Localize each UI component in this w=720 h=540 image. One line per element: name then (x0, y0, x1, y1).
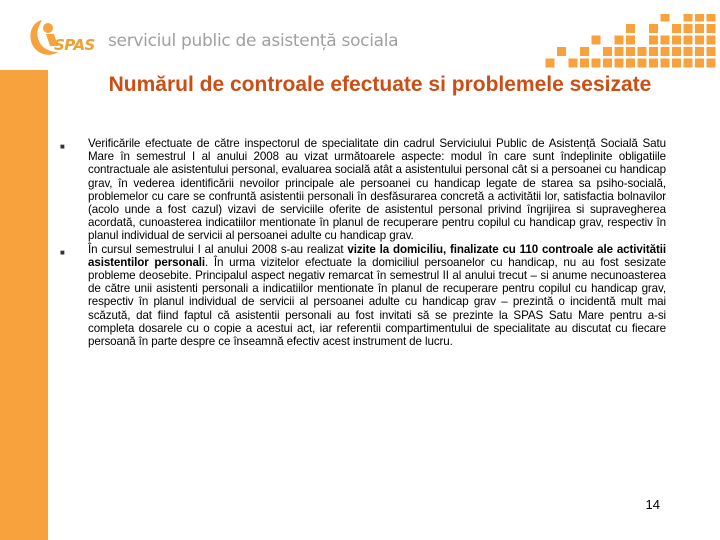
bullet-item (60, 243, 666, 349)
decorative-square (695, 36, 704, 45)
decorative-square (592, 59, 601, 68)
bullet-text-part: . În urma vizitelor efectuate la domiciliul persoanelor cu handicap, nu au fost sesizate probleme deosebite. Principalul aspect negativ remarcat în semestrul II al anului trecut – si anume necunoasterea de către unii asistenti personali a indicatiilor mentionate în planul de recuperare pentru copilul cu handicap grav, respectiv în planul individual de servicii al persoanei adulte cu handicap grav – prezintă o incidentă mult mai scăzută, dat fiind faptul că asistentii personali au fost invitati să se prezinte la SPAS Satu Mare pentru a-si completa dosarele cu o copie a acestui act, iar referentii compartimentului de specialitate au discutat cu fiecare persoană în parte despre ce înseamnă efectiv acest instrument de lucru. (88, 255, 666, 349)
decorative-square (638, 47, 647, 56)
decorative-square (649, 24, 658, 33)
decorative-square (684, 59, 693, 68)
decorative-square (649, 36, 658, 45)
decorative-square (603, 59, 612, 68)
bullet-item (60, 137, 666, 243)
decorative-square (707, 47, 716, 56)
decorative-square (546, 59, 555, 68)
decorative-square (684, 47, 693, 56)
slide-content (60, 137, 666, 348)
decorative-square (603, 47, 612, 56)
decorative-square (695, 59, 704, 68)
decorative-square (695, 14, 704, 22)
sidebar-accent-bar (0, 70, 48, 540)
decorative-square (626, 36, 635, 45)
decorative-square (638, 59, 647, 68)
decorative-square (615, 36, 624, 45)
decorative-square (672, 47, 681, 56)
bullet-icon: ■ (60, 142, 65, 151)
decorative-square (557, 47, 566, 56)
decorative-square (592, 36, 601, 45)
header-tagline: serviciul public de asistență sociala (108, 31, 399, 51)
decorative-square (626, 59, 635, 68)
decorative-square (672, 36, 681, 45)
decorative-square (615, 47, 624, 56)
bullet-text-bold: vizite la domiciliu, finalizate cu 110 controale ale activitătii asistentilor personali (88, 242, 666, 269)
decorative-square (684, 14, 693, 22)
decorative-square (615, 59, 624, 68)
decorative-squares (508, 14, 720, 70)
decorative-square (626, 47, 635, 56)
decorative-square (661, 59, 670, 68)
decorative-square (672, 59, 681, 68)
logo-text: SPAS (54, 36, 95, 54)
decorative-square (626, 24, 635, 33)
bullet-text: Verificările efectuate de către inspectorul de specialitate din cadrul Serviciului Public de Asistență Socială Satu Mare în semestrul I al anului 2008 au vizat următoarele aspecte: modul în care sunt îndeplinite obligatiile contractuale ale asistentului personal, evaluarea socială atât a asistentului personal cât si a persoanei cu handicap grav, în vederea identificării nevoilor principale ale persoanei cu handicap legate de starea sa psiho-socială, problemelor cu care se confruntă asistentii personali în desfăsurarea concretă a activitătii lor, satisfactia bolnavilor (acolo unde a fost cazul) vizavi de serviciile oferite de asistentul personal privind îngrijirea si supravegherea acordată, cunoasterea indicatiilor mentionate în planul de recuperare pentru copilul cu handicap grav, respectiv în planul individual de servicii al persoanei adulte cu handicap grav. (88, 137, 666, 243)
page-number: 14 (645, 497, 660, 512)
decorative-square (707, 24, 716, 33)
decorative-square (569, 59, 578, 68)
decorative-square (580, 47, 589, 56)
decorative-square (661, 14, 670, 22)
decorative-square (661, 36, 670, 45)
bullet-text (88, 243, 666, 349)
decorative-square (580, 59, 589, 68)
decorative-square (707, 59, 716, 68)
decorative-square (684, 24, 693, 33)
decorative-square (707, 14, 716, 22)
decorative-square (661, 47, 670, 56)
decorative-square (649, 47, 658, 56)
bullet-text-part: În cursul semestrului I al anului 2008 s-au realizat (88, 242, 348, 256)
bullet-icon: ■ (60, 247, 65, 257)
decorative-square (695, 24, 704, 33)
slide-title: Numărul de controale efectuate si problemele sesizate (108, 73, 652, 96)
spas-logo (28, 16, 95, 60)
decorative-square (672, 24, 681, 33)
decorative-square (684, 36, 693, 45)
decorative-square (707, 36, 716, 45)
decorative-square (649, 59, 658, 68)
decorative-square (695, 47, 704, 56)
